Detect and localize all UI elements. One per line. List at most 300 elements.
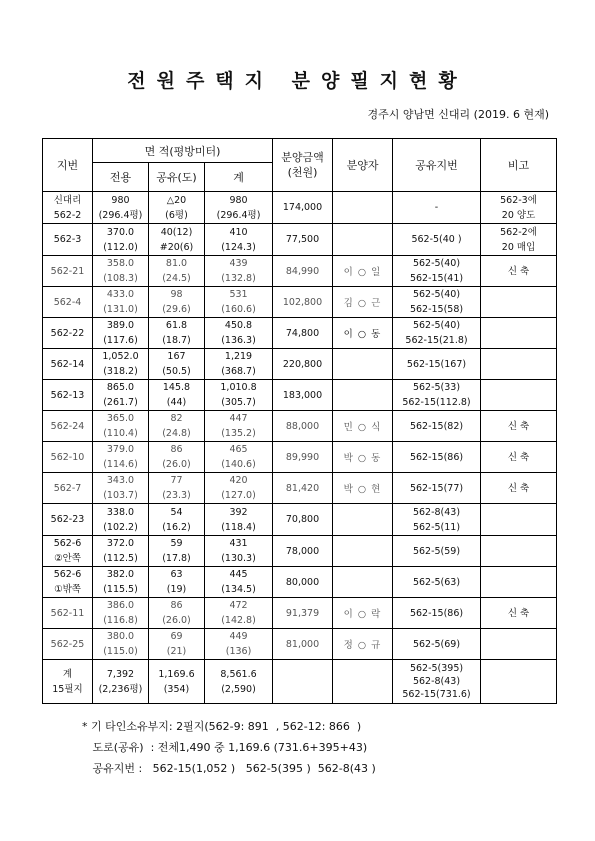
cell-price: 183,000 <box>273 380 333 411</box>
cell-shared-lot-line: - <box>434 202 439 213</box>
cell-shared-lot-line: 562-5(11) <box>412 521 461 533</box>
cell-jibun <box>43 411 93 442</box>
cell-shared-lot-line: 562-15(86) <box>409 451 464 463</box>
cell-own <box>93 567 149 598</box>
cell-shared-lot-line: 562-5(63) <box>412 576 461 588</box>
header-total: 계 <box>205 163 273 192</box>
table-row <box>43 380 557 411</box>
total-remark <box>481 660 557 704</box>
cell-total-line: (135.2) <box>221 428 256 439</box>
cell-shared-lot-line: 562-15(77) <box>409 482 464 494</box>
cell-own-line: 980 <box>111 194 130 206</box>
cell-own-line: 865.0 <box>106 382 135 393</box>
cell-own-line: (116.8) <box>103 615 138 626</box>
cell-shared <box>149 411 205 442</box>
header-jibun: 지번 <box>43 139 93 192</box>
cell-total <box>205 567 273 598</box>
cell-shared-line: 54 <box>170 506 183 518</box>
cell-jibun-line: 562-21 <box>50 265 85 277</box>
cell-jibun <box>43 256 93 287</box>
cell-own-line: 338.0 <box>106 506 135 518</box>
cell-remark <box>481 567 557 598</box>
cell-own-line: 380.0 <box>106 631 135 642</box>
total-shared-line: (354) <box>163 683 190 695</box>
cell-buyer <box>333 536 393 567</box>
cell-price: 74,800 <box>273 318 333 349</box>
cell-price: 84,990 <box>273 256 333 287</box>
cell-shared-lot-line: 562-15(82) <box>409 420 464 432</box>
cell-total <box>205 442 273 473</box>
location-date: 경주시 양남면 신대리 (2019. 6 현재) <box>367 108 549 121</box>
total-shared-line: 1,169.6 <box>158 668 195 680</box>
cell-total-line: (368.7) <box>221 366 256 377</box>
cell-shared-lot-line: 562-15(86) <box>409 607 464 619</box>
cell-own <box>93 349 149 380</box>
cell-total-line: (160.6) <box>221 304 256 315</box>
cell-jibun <box>43 504 93 536</box>
total-total <box>205 660 273 704</box>
cell-total <box>205 598 273 629</box>
cell-remark <box>481 380 557 411</box>
cell-own <box>93 287 149 318</box>
total-buyer <box>333 660 393 704</box>
cell-jibun <box>43 598 93 629</box>
cell-shared <box>149 504 205 536</box>
cell-total-line: 449 <box>229 631 248 642</box>
cell-shared <box>149 287 205 318</box>
cell-jibun-line: 562-25 <box>50 638 85 650</box>
cell-jibun <box>43 380 93 411</box>
total-shared-lot-line: 562-8(43) <box>412 676 461 687</box>
cell-jibun-line: 562-7 <box>53 482 82 494</box>
table-row <box>43 256 557 287</box>
cell-shared-lot <box>393 224 481 256</box>
cell-total <box>205 380 273 411</box>
cell-remark <box>481 473 557 504</box>
cell-price: 174,000 <box>273 192 333 224</box>
cell-shared <box>149 442 205 473</box>
cell-jibun <box>43 349 93 380</box>
cell-shared-line: 86 <box>170 444 183 455</box>
cell-shared-line: (17.8) <box>162 553 191 564</box>
cell-own <box>93 598 149 629</box>
header-area: 면 적(평방미터) <box>93 139 273 163</box>
total-jibun-line: 계 <box>62 668 73 680</box>
cell-remark-line: 신 축 <box>507 451 530 463</box>
note-shared-lots: 공유지번 : 562-15(1,052 ) 562-5(395 ) 562-8(43 ) <box>82 762 376 775</box>
cell-total-line: 465 <box>229 444 248 455</box>
cell-shared-lot-line: 562-5(40) <box>412 258 461 269</box>
cell-shared-lot-line: 562-5(69) <box>412 638 461 650</box>
header-remark: 비고 <box>481 139 557 192</box>
cell-jibun <box>43 224 93 256</box>
header-shared: 공유(도) <box>149 163 205 192</box>
cell-own-line: 343.0 <box>106 475 135 486</box>
cell-shared-line: 86 <box>170 600 183 611</box>
cell-remark <box>481 318 557 349</box>
cell-shared <box>149 629 205 660</box>
cell-shared-lot-line: 562-15(21.8) <box>405 335 468 346</box>
cell-shared-lot <box>393 473 481 504</box>
cell-own-line: (117.6) <box>103 335 138 346</box>
cell-remark-line: 신 축 <box>507 482 530 494</box>
cell-shared-lot <box>393 318 481 349</box>
cell-price: 77,500 <box>273 224 333 256</box>
cell-total <box>205 192 273 224</box>
cell-jibun-line: 562-3 <box>53 234 82 245</box>
cell-shared-lot <box>393 287 481 318</box>
cell-total <box>205 256 273 287</box>
cell-jibun-line: 562-11 <box>50 607 85 619</box>
cell-shared-line: 81.0 <box>165 258 188 269</box>
cell-total <box>205 287 273 318</box>
cell-remark-line: 20 매입 <box>501 241 536 253</box>
cell-jibun-line: ①밖쪽 <box>54 584 81 595</box>
cell-total <box>205 473 273 504</box>
cell-shared-lot <box>393 536 481 567</box>
cell-shared-line: (24.5) <box>162 273 191 284</box>
cell-total-line: 439 <box>229 258 248 269</box>
header-shared-lot: 공유지번 <box>393 139 481 192</box>
cell-jibun-line: 562-13 <box>50 389 85 401</box>
cell-price: 102,800 <box>273 287 333 318</box>
cell-shared-lot-line: 562-15(41) <box>409 273 464 284</box>
cell-shared-lot-line: 562-8(43) <box>412 506 461 518</box>
cell-shared <box>149 567 205 598</box>
cell-own-line: 389.0 <box>106 320 135 331</box>
cell-own-line: 358.0 <box>106 258 135 269</box>
cell-own-line: (318.2) <box>103 366 138 377</box>
total-total-line: (2,590) <box>221 683 256 695</box>
table-row <box>43 567 557 598</box>
cell-total-line: 980 <box>229 194 248 206</box>
cell-jibun <box>43 629 93 660</box>
cell-total-line: 445 <box>229 569 248 580</box>
header-own: 전용 <box>93 163 149 192</box>
cell-price: 81,000 <box>273 629 333 660</box>
cell-jibun-line: 신대리 <box>53 194 82 206</box>
cell-shared-line: 145.8 <box>162 382 191 393</box>
lots-table <box>42 138 557 704</box>
cell-total-line: (134.5) <box>221 584 256 595</box>
cell-remark-line: 신 축 <box>507 607 530 619</box>
cell-own-line: 433.0 <box>106 289 135 300</box>
cell-shared-lot-line: 562-5(40) <box>412 320 461 331</box>
cell-total-line: (118.4) <box>221 521 256 533</box>
table-row <box>43 598 557 629</box>
cell-buyer <box>333 349 393 380</box>
cell-buyer: 정 ○ 규 <box>333 629 393 660</box>
cell-shared <box>149 256 205 287</box>
cell-jibun <box>43 192 93 224</box>
cell-own <box>93 536 149 567</box>
cell-own <box>93 224 149 256</box>
cell-total-line: 531 <box>229 289 248 300</box>
cell-jibun-line: 562-14 <box>50 358 85 370</box>
table-row <box>43 287 557 318</box>
cell-shared <box>149 224 205 256</box>
cell-shared-lot <box>393 380 481 411</box>
cell-remark-line: 신 축 <box>507 420 530 432</box>
header-price: 분양금액 (천원) <box>273 139 333 192</box>
cell-buyer: 민 ○ 식 <box>333 411 393 442</box>
cell-own <box>93 318 149 349</box>
cell-remark <box>481 504 557 536</box>
cell-shared-line: (18.7) <box>162 335 191 346</box>
cell-total-line: (305.7) <box>221 397 256 408</box>
cell-own-line: (114.6) <box>103 459 138 470</box>
cell-jibun-line: 562-6 <box>53 538 82 549</box>
cell-remark <box>481 598 557 629</box>
cell-shared-lot-line: 562-15(58) <box>409 304 464 315</box>
cell-buyer: 이 ○ 락 <box>333 598 393 629</box>
cell-total-line: (130.3) <box>221 553 256 564</box>
cell-total <box>205 224 273 256</box>
cell-own <box>93 411 149 442</box>
cell-price: 80,000 <box>273 567 333 598</box>
cell-shared-line: (26.0) <box>162 459 191 470</box>
cell-shared-line: 98 <box>170 289 183 300</box>
cell-shared-line: 77 <box>170 475 183 486</box>
cell-shared-line: (16.2) <box>162 521 191 533</box>
cell-jibun <box>43 287 93 318</box>
cell-own-line: (108.3) <box>103 273 138 284</box>
cell-shared-lot <box>393 598 481 629</box>
cell-own-line: (112.0) <box>103 241 138 253</box>
cell-total <box>205 318 273 349</box>
total-jibun <box>43 660 93 704</box>
cell-buyer: 박 ○ 동 <box>333 442 393 473</box>
cell-remark <box>481 256 557 287</box>
cell-remark <box>481 536 557 567</box>
cell-own-line: (102.2) <box>103 521 138 533</box>
cell-shared-lot <box>393 442 481 473</box>
cell-total-line: 450.8 <box>224 320 253 331</box>
cell-jibun-line: 562-4 <box>53 296 82 308</box>
cell-buyer <box>333 567 393 598</box>
cell-total-line: (296.4평) <box>216 209 261 221</box>
cell-shared-lot-line: 562-5(33) <box>412 382 461 393</box>
cell-price: 91,379 <box>273 598 333 629</box>
cell-remark-line: 562-2에 <box>500 226 537 238</box>
cell-remark-line: 신 축 <box>507 265 530 277</box>
cell-own-line: (115.0) <box>103 646 138 657</box>
cell-buyer <box>333 380 393 411</box>
cell-shared-line: (50.5) <box>162 366 191 377</box>
cell-shared-lot-line: 562-5(40 ) <box>411 234 462 245</box>
cell-price: 78,000 <box>273 536 333 567</box>
cell-shared-lot <box>393 411 481 442</box>
cell-shared <box>149 536 205 567</box>
cell-total-line: 431 <box>229 538 248 549</box>
cell-own-line: (110.4) <box>103 428 138 439</box>
cell-shared-lot-line: 562-15(112.8) <box>402 397 471 408</box>
cell-own-line: (112.5) <box>103 553 138 564</box>
cell-shared-line: △20 <box>166 194 187 206</box>
cell-jibun-line: 562-10 <box>50 451 85 463</box>
cell-price: 89,990 <box>273 442 333 473</box>
cell-total-line: (136.3) <box>221 335 256 346</box>
cell-jibun-line: 562-24 <box>50 420 85 432</box>
cell-shared <box>149 349 205 380</box>
cell-shared-line: #20(6) <box>159 241 194 253</box>
total-own-line: (2,236평) <box>98 683 143 695</box>
cell-buyer: 이 ○ 동 <box>333 318 393 349</box>
cell-total-line: (132.8) <box>221 273 256 284</box>
cell-shared-lot <box>393 504 481 536</box>
cell-shared-line: (23.3) <box>162 490 191 501</box>
cell-price: 220,800 <box>273 349 333 380</box>
cell-shared <box>149 380 205 411</box>
cell-shared-line: 61.8 <box>165 320 188 331</box>
cell-total-line: 1,219 <box>224 351 253 362</box>
cell-own-line: (115.5) <box>103 584 138 595</box>
cell-jibun <box>43 536 93 567</box>
cell-shared-line: (29.6) <box>162 304 191 315</box>
cell-shared-line: 40(12) <box>160 226 193 238</box>
cell-total-line: (136) <box>225 646 252 657</box>
cell-buyer: 이 ○ 일 <box>333 256 393 287</box>
total-jibun-line: 15필지 <box>52 683 83 695</box>
cell-total-line: (127.0) <box>221 490 256 501</box>
footnotes <box>82 716 376 779</box>
cell-shared-line: (19) <box>166 584 187 595</box>
cell-buyer <box>333 504 393 536</box>
cell-own <box>93 380 149 411</box>
total-shared-lot-line: 562-5(395) <box>409 663 464 674</box>
cell-total <box>205 411 273 442</box>
cell-total <box>205 504 273 536</box>
cell-remark-line: 20 양도 <box>501 209 536 221</box>
cell-own-line: 365.0 <box>106 413 135 424</box>
cell-shared-line: 59 <box>170 538 183 549</box>
cell-total-line: 420 <box>229 475 248 486</box>
cell-shared-lot <box>393 349 481 380</box>
table-row <box>43 629 557 660</box>
cell-own-line: 370.0 <box>106 226 135 238</box>
table-row <box>43 504 557 536</box>
total-shared-lot-line: 562-15(731.6) <box>402 689 471 700</box>
cell-own <box>93 504 149 536</box>
cell-total-line: 392 <box>229 506 248 518</box>
total-own-line: 7,392 <box>106 668 135 680</box>
cell-own-line: 1,052.0 <box>102 351 139 362</box>
cell-shared-line: 82 <box>170 413 183 424</box>
total-shared <box>149 660 205 704</box>
cell-jibun-line: 562-23 <box>50 514 85 525</box>
cell-own <box>93 629 149 660</box>
note-road: 도로(공유) : 전체1,490 중 1,169.6 (731.6+395+43) <box>82 741 368 754</box>
total-total-line: 8,561.6 <box>220 668 257 680</box>
cell-shared-lot <box>393 192 481 224</box>
cell-shared-lot-line: 562-5(59) <box>412 545 461 557</box>
total-row <box>43 660 557 704</box>
cell-total-line: (124.3) <box>221 241 256 253</box>
cell-remark-line: 562-3에 <box>500 194 537 206</box>
cell-buyer <box>333 224 393 256</box>
cell-remark <box>481 442 557 473</box>
cell-total-line: 472 <box>229 600 248 611</box>
cell-shared-line: (21) <box>166 646 187 657</box>
cell-price: 70,800 <box>273 504 333 536</box>
cell-total-line: (142.8) <box>221 615 256 626</box>
cell-remark <box>481 287 557 318</box>
cell-total <box>205 536 273 567</box>
table-row <box>43 318 557 349</box>
page-title: 전원주택지 분양필지현황 <box>127 70 468 92</box>
cell-shared <box>149 598 205 629</box>
cell-shared-line: 63 <box>170 569 183 580</box>
cell-jibun <box>43 442 93 473</box>
cell-jibun-line: ②안쪽 <box>54 553 81 564</box>
cell-own-line: 372.0 <box>106 538 135 549</box>
cell-own-line: (103.7) <box>103 490 138 501</box>
cell-own-line: 382.0 <box>106 569 135 580</box>
cell-shared-lot <box>393 256 481 287</box>
cell-shared <box>149 473 205 504</box>
cell-remark <box>481 349 557 380</box>
cell-buyer: 박 ○ 현 <box>333 473 393 504</box>
cell-shared-line: (26.0) <box>162 615 191 626</box>
cell-shared-line: 69 <box>170 631 183 642</box>
table-row <box>43 349 557 380</box>
table-row <box>43 192 557 224</box>
cell-total-line: 447 <box>229 413 248 424</box>
table-row <box>43 224 557 256</box>
cell-own-line: 379.0 <box>106 444 135 455</box>
cell-shared <box>149 192 205 224</box>
cell-shared-lot <box>393 567 481 598</box>
cell-own <box>93 256 149 287</box>
cell-remark <box>481 224 557 256</box>
cell-own-line: (261.7) <box>103 397 138 408</box>
cell-shared-lot-line: 562-5(40) <box>412 289 461 300</box>
cell-shared-lot <box>393 629 481 660</box>
cell-jibun <box>43 473 93 504</box>
table-row <box>43 473 557 504</box>
cell-shared <box>149 318 205 349</box>
cell-total <box>205 349 273 380</box>
cell-shared-line: (6평) <box>165 209 188 221</box>
cell-jibun-line: 562-6 <box>53 569 82 580</box>
cell-price: 81,420 <box>273 473 333 504</box>
header-buyer: 분양자 <box>333 139 393 192</box>
cell-own-line: (131.0) <box>103 304 138 315</box>
cell-shared-line: 167 <box>167 351 186 362</box>
table-row <box>43 411 557 442</box>
table-row <box>43 442 557 473</box>
cell-shared-line: (44) <box>166 397 187 408</box>
cell-shared-line: (24.8) <box>162 428 191 439</box>
cell-buyer: 김 ○ 근 <box>333 287 393 318</box>
cell-own <box>93 192 149 224</box>
cell-price: 88,000 <box>273 411 333 442</box>
cell-shared-lot-line: 562-15(167) <box>406 358 467 370</box>
cell-jibun <box>43 567 93 598</box>
cell-jibun-line: 562-2 <box>53 209 82 221</box>
cell-total-line: (140.6) <box>221 459 256 470</box>
table-row <box>43 536 557 567</box>
note-other-owner: * 기 타인소유부지: 2필지(562-9: 891 , 562-12: 866 ) <box>82 720 362 733</box>
cell-remark <box>481 192 557 224</box>
cell-remark <box>481 629 557 660</box>
cell-own <box>93 473 149 504</box>
cell-total <box>205 629 273 660</box>
cell-own <box>93 442 149 473</box>
total-own <box>93 660 149 704</box>
cell-total-line: 1,010.8 <box>220 382 257 393</box>
cell-buyer <box>333 192 393 224</box>
